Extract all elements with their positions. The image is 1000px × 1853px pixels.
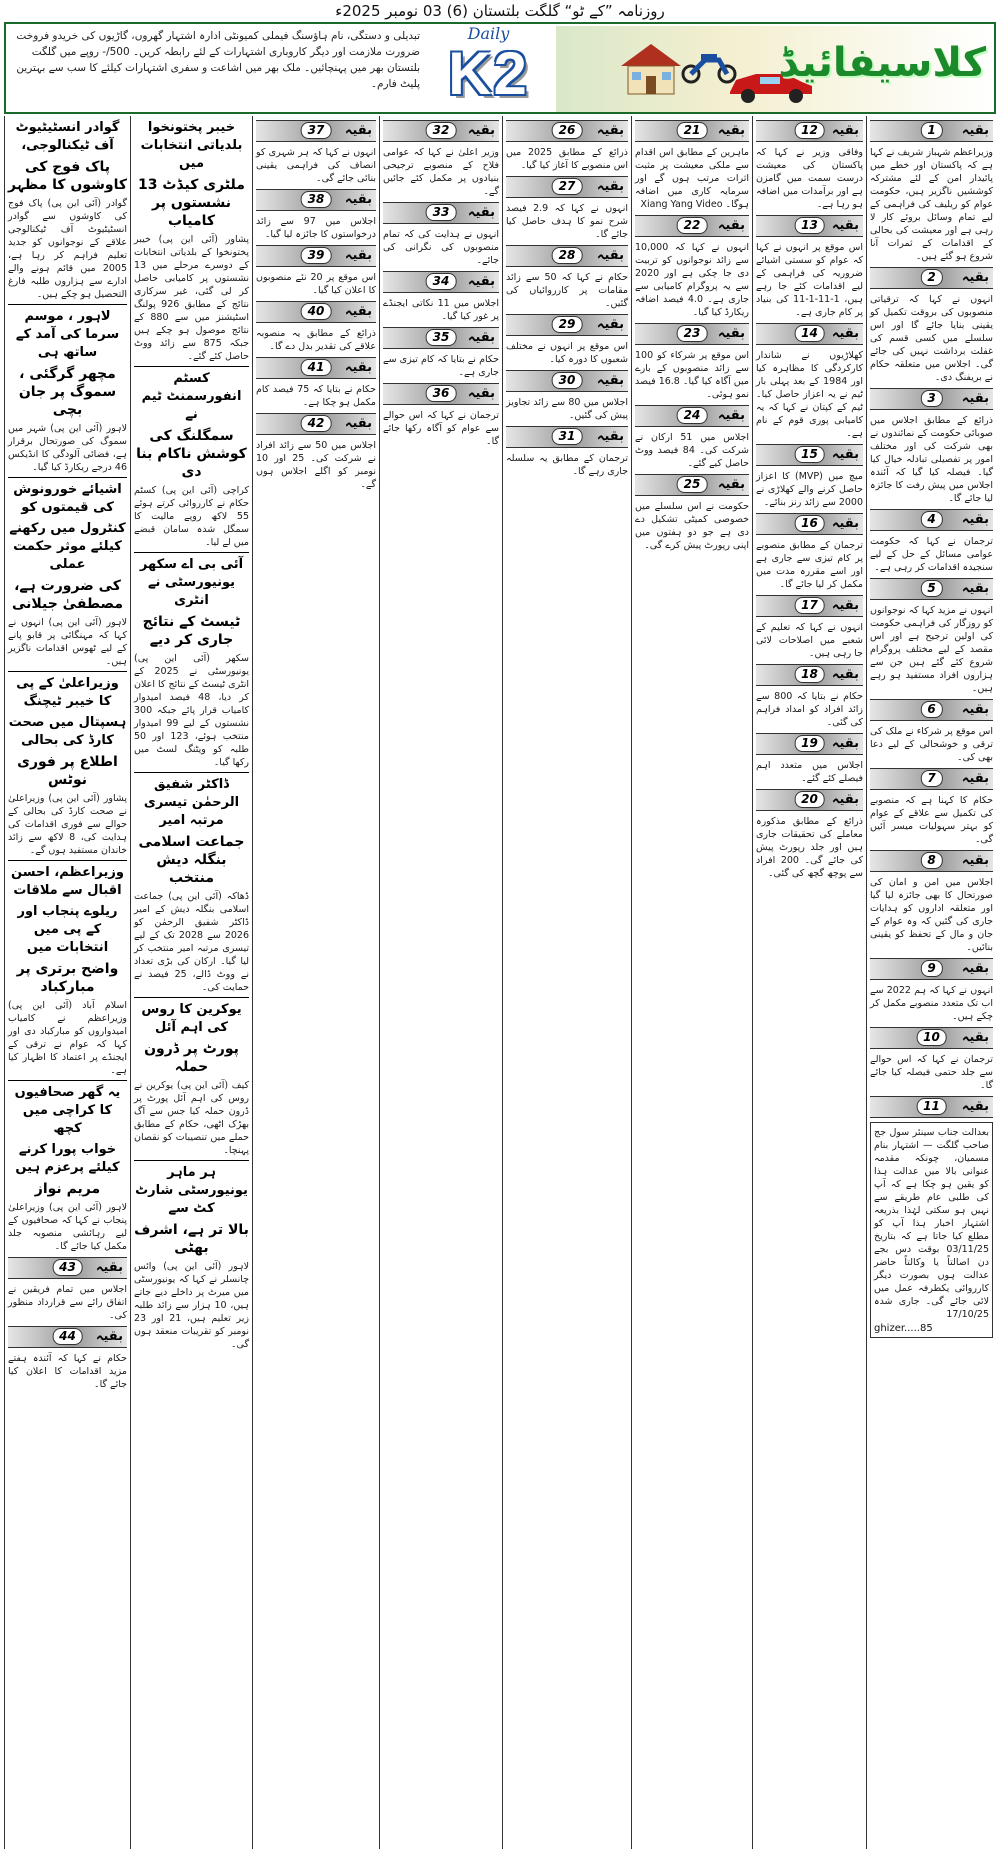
continued-bar: بقیہ 10 [870, 1027, 993, 1049]
continued-bar: بقیہ 32 [383, 120, 499, 142]
continued-number: 1 [920, 122, 942, 139]
continued-bar: بقیہ 26 [506, 120, 628, 142]
continued-number: 38 [301, 191, 332, 208]
continued-bar: بقیہ 37 [256, 120, 376, 142]
article-text: اجلاس میں تمام فریقین نے اتفاق رائے سے قرارداد منظور کی۔ [8, 1284, 127, 1321]
continued-number: 24 [677, 407, 708, 424]
article-text: اس موقع پر شرکاء نے ملک کی ترقی و خوشحالی کے لیے دعا بھی کی۔ [870, 726, 993, 763]
headline: کی ضرورت ہے، مصطفیٰ جیلانی [11, 578, 124, 612]
house-icon [616, 40, 686, 96]
article-text: حکومت نے اس سلسلے میں خصوصی کمیٹی تشکیل دے دی ہے جو دو ہفتوں میں اپنی رپورٹ پیش کرے گی۔ [635, 501, 749, 551]
continued-bar: بقیہ 18 [756, 664, 863, 686]
court-notice-ref: ghizer.....85 [874, 1323, 933, 1334]
continued-bar: بقیہ 9 [870, 958, 993, 980]
continued-bar: بقیہ 36 [383, 383, 499, 405]
court-notice [870, 1122, 993, 1338]
continued-bar: بقیہ 12 [756, 120, 863, 142]
continued-bar: بقیہ 19 [756, 733, 863, 755]
continued-number: 19 [794, 735, 825, 752]
continued-number: 11 [916, 1098, 947, 1115]
article-text: انہوں نے مزید کہا کہ نوجوانوں کو روزگار کی فراہمی حکومت کی اولین ترجیح ہے اور اس مقصد کے لیے مختلف پروگرام شروع کئے گئے ہیں جن سے ہزاروں افراد مستفید ہو رہے ہیں۔ [870, 605, 993, 694]
continued-number: 14 [794, 325, 825, 342]
continued-bar: بقیہ 27 [506, 176, 628, 198]
column-5 [379, 116, 502, 1849]
continued-bar: بقیہ 23 [635, 323, 749, 345]
article-text: لاہور (آئی این پی) وزیراعلیٰ پنجاب نے کہا کہ صحافیوں کے لیے رہائشی منصوبہ جلد مکمل کیا جائے گا۔ [8, 1202, 127, 1252]
headline: پاک فوج کی کاوشوں کا مظہر [8, 159, 127, 193]
court-notice-text: بعدالت جناب سینئر سول جج صاحب گلگت — اشتہار بنام مسمیان، چونکہ مقدمہ عنوانی بالا میں عدالت ہذا کو یقین ہو چکا ہے کہ آپ کی طلبی عام طریقے سے نہیں ہو سکتی لہٰذا بذریعہ اشتہار اخبار ہذا آپ کو مطلع کیا جاتا ہے کہ بتاریخ 03/11/25 بوقت دس بجے دن اصالتاً یا وکالتاً حاضر عدالت ہوں بصورت دیگر کارروائی یکطرفہ عمل میں لائی جائے گی۔ جاری شدہ 17/10/25 [874, 1127, 989, 1320]
continued-bar: بقیہ 11 [870, 1096, 993, 1118]
divider [134, 552, 249, 553]
divider [8, 477, 127, 478]
continued-bar: بقیہ 8 [870, 850, 993, 872]
article-text: پشاور (آئی این پی) خیبر پختونخوا کے بلدیاتی انتخابات کے دوسرے مرحلے میں 13 نشستوں پر کامیابی حاصل کر لی گئی، غیر سرکاری نتائج کے مطابق 926 پولنگ اسٹیشنز میں سے 880 کے نتائج موصول ہو چکے ہیں جبکہ 875 سے زائد ووٹ حاصل کئے گئے۔ [134, 234, 250, 362]
headline: مریم نواز [34, 1181, 101, 1197]
article-text: ذرائع کے مطابق مذکورہ معاملے کی تحقیقات جاری ہیں اور جلد رپورٹ پیش کی جائے گی۔ 200 افراد سے پوچھ گچھ کی گئی۔ [756, 816, 863, 879]
article-text: ترجمان نے کہا کہ حکومت عوامی مسائل کے حل کے لیے سنجیدہ اقدامات کر رہی ہے۔ [870, 536, 993, 573]
article-text: حکام نے بتایا کہ 75 فیصد کام مکمل ہو چکا ہے۔ [256, 384, 376, 408]
article-text: اس موقع پر شرکاء کو 100 سے زائد منصوبوں کے بارے میں آگاہ کیا گیا۔ 16.8 فیصد نمو ہوئی۔ [635, 350, 749, 400]
article-text: پشاور (آئی این پی) وزیراعلیٰ نے صحت کارڈ کی بحالی کے حوالے سے فوری اقدامات کی ہدایت کی، 8 لاکھ سے زائد خاندان مستفید ہوں گے۔ [8, 793, 127, 856]
continued-number: 7 [920, 770, 942, 787]
article-text: اس موقع پر انہوں نے کہا کہ عوام کو سستی اشیائے ضروریہ کی فراہمی کے لیے اقدامات کئے جا رہے ہیں، 1-11-1-11 کی بنیاد پر کام جاری ہے۔ [756, 242, 863, 318]
headline: ٹیسٹ کے نتائج جاری کر دیے [142, 614, 241, 648]
continued-bar: بقیہ 35 [383, 327, 499, 349]
continued-number: 22 [677, 217, 708, 234]
continued-bar: بقیہ 24 [635, 405, 749, 427]
headline: جماعت اسلامی بنگلہ دیش منتخب [138, 834, 245, 886]
continued-bar: بقیہ 29 [506, 314, 628, 336]
divider [8, 671, 127, 672]
article-text: اجلاس میں متعدد اہم فیصلے کئے گئے۔ [756, 760, 863, 784]
continued-bar: بقیہ 15 [756, 444, 863, 466]
article-text: لاہور (آئی این پی) انہوں نے کہا کہ مہنگائی پر قابو پانے کے لیے ٹھوس اقدامات ناگزیر ہیں۔ [8, 617, 127, 667]
continued-number: 39 [301, 247, 332, 264]
article-text: ڈھاکہ (آئی این پی) جماعت اسلامی بنگلہ دیش کے امیر ڈاکٹر شفیق الرحمٰن کو 2026 سے 2028 تک کے لیے تیسری مرتبہ امیر منتخب کر لیا گیا۔ ارکان کی بڑی تعداد نے ووٹ ڈالے، 25 فیصد نے حمایت کی۔ [134, 891, 250, 993]
continued-bar: بقیہ 30 [506, 370, 628, 392]
article-text: حکام نے بتایا کہ کام تیزی سے جاری ہے۔ [383, 354, 499, 378]
article-text: حکام نے بتایا کہ 800 سے زائد افراد کو امداد فراہم کی گئی۔ [756, 691, 864, 728]
continued-number: 41 [301, 359, 332, 376]
continued-number: 20 [794, 791, 825, 808]
divider [134, 772, 249, 773]
headline: ہر ماہر یونیورسٹی شارٹ کٹ سے [135, 1165, 248, 1216]
article-text: انہوں نے کہا کہ 2.9 فیصد شرح نمو کا ہدف حاصل کیا جائے گا۔ [506, 203, 628, 240]
continued-number: 26 [552, 122, 583, 139]
logo-daily: Daily [467, 24, 510, 43]
newspaper-logo [431, 26, 546, 112]
article-text: میچ میں (MVP) کا اعزاز حاصل کرنے والے کھلاڑی نے 2000 سے زائد رنز بنائے۔ [756, 471, 863, 508]
headline: اشیائے خورونوش کی قیمتوں کو [13, 482, 122, 515]
continued-number: 4 [920, 511, 942, 528]
continued-number: 6 [920, 701, 942, 718]
continued-bar: بقیہ 31 [506, 426, 628, 448]
article-text: حکام نے کہا کہ آئندہ ہفتے مزید اقدامات کا اعلان کیا جائے گا۔ [8, 1353, 127, 1390]
article-text: انہوں نے کہا کہ ترقیاتی منصوبوں کی بروقت تکمیل کو یقینی بنایا جائے گا اور اس سلسلے میں کسی قسم کی غفلت برداشت نہیں کی جائے گی۔ اجلاس میں متعلقہ حکام نے بریفنگ دی۔ [870, 294, 993, 383]
masthead-banner [4, 22, 996, 114]
article-text: اجلاس میں 51 ارکان نے شرکت کی۔ 84 فیصد ووٹ حاصل کیے گئے۔ [635, 432, 749, 469]
article-text: اجلاس میں 11 نکاتی ایجنڈے پر غور کیا گیا۔ [383, 298, 499, 322]
continued-number: 36 [426, 385, 457, 402]
continued-number: 5 [920, 580, 942, 597]
continued-number: 18 [794, 666, 825, 683]
article-text: ترجمان کے مطابق منصوبے پر کام تیزی سے جاری ہے اور اسے مقررہ مدت میں مکمل کر لیا جائے گا۔ [756, 540, 863, 590]
continued-bar: بقیہ 42 [256, 413, 376, 435]
newspaper-page [4, 116, 996, 1849]
headline: کسٹم انفورسمنٹ ٹیم نے [141, 371, 242, 422]
divider [8, 304, 127, 305]
headline: لاہور ، موسم سرما کی آمد کے ساتھ ہی [15, 309, 120, 360]
headline: آئی بی اے سکھر یونیورسٹی نے انٹری [139, 557, 244, 608]
masthead-promo-text: تبدیلی و دستگی، نام ہاؤسنگ فیملی کمیونٹی ادارہ اشتہار گھروں، گاڑیوں کی خریدو فروخت ضرورت ملازمت اور دیگر کاروباری اشتہارات کے لئے رابطہ کریں۔ 500/- روپے میں گلگت بلتستان بھر میں پہنچائیں۔ ملک بھر میں اشاعت و سفری اشتہارات کیلئے کا سب سے بہترین پلیٹ فارم۔ [16, 30, 420, 90]
article-text: انہوں نے کہا کہ ہم 2022 سے اب تک متعدد منصوبے مکمل کر چکے ہیں۔ [870, 985, 993, 1022]
continued-number: 35 [426, 329, 457, 346]
continued-number: 42 [301, 415, 332, 432]
article-text: ترجمان کے مطابق یہ سلسلہ جاری رہے گا۔ [506, 453, 628, 477]
continued-bar: بقیہ 22 [635, 215, 749, 237]
continued-number: 33 [426, 204, 457, 221]
article-text: اجلاس میں 50 سے زائد افراد نے شرکت کی۔ 25 اور 10 نومبر کو اگلے اجلاس ہوں گے۔ [256, 440, 376, 490]
headline: ریلوے پنجاب اور کے پی میں انتخابات میں [17, 904, 118, 955]
headline: مچھر گرگئی ، سموگ پر جان بچی [18, 366, 117, 418]
continued-bar: بقیہ 1 [870, 120, 993, 142]
article-text: ماہرین کے مطابق اس اقدام سے ملکی معیشت پر مثبت اثرات مرتب ہوں گے اور سرمایہ کاری میں اضافہ ہوگا۔ Xiang Yang Video [635, 147, 749, 210]
article-text: اجلاس میں 80 سے زائد تجاویز پیش کی گئیں۔ [506, 397, 628, 421]
article-text: اس موقع پر 20 نئے منصوبوں کا اعلان کیا گیا۔ [256, 272, 376, 296]
column-1 [866, 116, 996, 1849]
article-text: ذرائع کے مطابق 2025 میں اس منصوبے کا آغاز کیا گیا۔ [506, 147, 628, 171]
article-text: گوادر (آئی این پی) پاک فوج کی کاوشوں سے گوادر انسٹیٹیوٹ آف ٹیکنالوجی علاقے کے نوجوانوں کو جدید تعلیم فراہم کر رہا ہے، 2005 میں قائم ہونے والے ادارے سے ہزاروں طلبہ فارغ التحصیل ہو چکے ہیں۔ [8, 198, 127, 300]
headline: وزیراعلیٰ کے پی کا خیبر ٹیچنگ [16, 676, 119, 709]
continued-number: 16 [794, 515, 825, 532]
article-text: وزیراعظم شہباز شریف نے کہا ہے کہ پاکستان اور خطے میں پائیدار امن کے لئے مشترکہ کوششیں ناگزیر ہیں، حکومت عوام کو ریلیف کی فراہمی کے لیے تمام وسائل بروئے کار لا رہی ہے اور معیشت کی بحالی کے اقدامات کے ثمرات آنا شروع ہو گئے ہیں۔ [870, 147, 993, 262]
article-text: انہوں نے کہا کہ 10,000 سے زائد نوجوانوں کو تربیت دی جا چکی ہے اور 2020 سے یہ پروگرام کامیابی سے جاری ہے۔ 4.0 فیصد اضافہ ریکارڈ کیا گیا۔ [635, 242, 749, 318]
headline: ملٹری کیڈٹ 13 نشستوں پر کامیاب [138, 177, 245, 229]
continued-bar: بقیہ 2 [870, 267, 993, 289]
divider [134, 997, 249, 998]
continued-number: 2 [920, 269, 942, 286]
continued-bar: بقیہ 4 [870, 509, 993, 531]
article-text: ذرائع کے مطابق یہ منصوبہ علاقے کی تقدیر بدل دے گا۔ [256, 328, 376, 352]
headline: گوادر انسٹیٹیوٹ آف ٹیکنالوجی، [15, 120, 120, 153]
article-text: ذرائع کے مطابق اجلاس میں صوبائی حکومت کے نمائندوں نے بھی شرکت کی اور مختلف امور پر تفصیلی تبادلہ خیال کیا گیا۔ فیصلہ کیا گیا کہ آئندہ اجلاس میں پیش رفت کا جائزہ لیا جائے گا۔ [870, 415, 993, 504]
continued-number: 37 [301, 122, 332, 139]
article-text: اجلاس میں 97 سے زائد درخواستوں کا جائزہ لیا گیا۔ [256, 216, 376, 240]
column-8 [4, 116, 130, 1849]
divider [8, 860, 127, 861]
continued-number: 27 [552, 178, 583, 195]
headline: پورٹ پر ڈرون حملہ [144, 1041, 239, 1075]
continued-bar: بقیہ 28 [506, 245, 628, 267]
continued-number: 23 [677, 325, 708, 342]
continued-bar: بقیہ 33 [383, 202, 499, 224]
continued-number: 17 [794, 597, 825, 614]
continued-bar: بقیہ 38 [256, 189, 376, 211]
continued-bar: بقیہ 20 [756, 789, 863, 811]
article-text: کھلاڑیوں نے شاندار کارکردگی کا مظاہرہ کیا اور 1984 کے بعد پہلی بار ٹیم نے یہ اعزاز حاصل کیا۔ ٹیم کے کپتان نے کہا کہ یہ کامیابی پوری قوم کے نام ہے۔ [756, 350, 863, 439]
continued-bar: بقیہ 13 [756, 215, 863, 237]
headline: ہسپتال میں صحت کارڈ کی بحالی [8, 715, 127, 748]
article-text: حکام کا کہنا ہے کہ منصوبے کی تکمیل سے علاقے کے عوام کو بہتر سہولیات میسر آئیں گی۔ [870, 795, 993, 845]
divider [134, 366, 249, 367]
continued-bar: بقیہ 44 [8, 1326, 127, 1348]
headline: ڈاکٹر شفیق الرحمٰن تیسری مرتبہ امیر [143, 777, 240, 828]
headline: اطلاع پر فوری نوٹس [17, 754, 118, 788]
headline: خواب پورا کرنے کیلئے پرعزم ہیں [15, 1142, 120, 1175]
classified-title: کلاسیفائیڈ [778, 40, 986, 86]
article-text: اسلام آباد (آئی این پی) وزیراعظم نے کامیاب امیدواروں کو مبارکباد دی اور کہا کہ عوام نے ترقی کے ایجنڈے پر اعتماد کا اظہار کیا ہے۔ [8, 1000, 127, 1076]
column-3 [631, 116, 752, 1849]
continued-number: 40 [301, 303, 332, 320]
continued-number: 34 [426, 273, 457, 290]
continued-bar: بقیہ 14 [756, 323, 863, 345]
continued-number: 25 [677, 476, 708, 493]
continued-number: 29 [552, 316, 583, 333]
article-text: ترجمان نے کہا کہ اس حوالے سے جلد حتمی فیصلہ کیا جائے گا۔ [870, 1054, 993, 1091]
continued-bar: بقیہ 16 [756, 513, 863, 535]
article-text: سکھر (آئی این پی) یونیورسٹی نے 2025 کے انٹری ٹیسٹ کے نتائج کا اعلان کر دیا، 48 فیصد امیدوار کامیاب قرار پائے جبکہ 300 نشستوں کے لیے 99 امیدوار منتخب ہوئے، 123 اور 50 طلبہ کو ویٹنگ لسٹ میں رکھا گیا۔ [134, 653, 250, 768]
column-7 [130, 116, 252, 1849]
continued-number: 9 [920, 960, 942, 977]
continued-number: 31 [552, 428, 583, 445]
article-text: وفاقی وزیر نے کہا کہ پاکستان کی معیشت درست سمت میں گامزن ہے اور برآمدات میں اضافہ ہو رہا ہے۔ [756, 147, 863, 210]
continued-number: 10 [916, 1029, 947, 1046]
headline: کنٹرول میں رکھنے کیلئے موثر حکمت عملی [9, 521, 126, 572]
article-text: کیف (آئی این پی) یوکرین نے روس کی اہم آئل پورٹ پر ڈرون حملہ کیا جس سے آگ بھڑک اٹھی، حکام کے مطابق حملے میں تنصیبات کو نقصان پہنچا۔ [134, 1080, 249, 1156]
article-text: اس موقع پر انہوں نے مختلف شعبوں کا دورہ کیا۔ [506, 341, 628, 365]
continued-bar: بقیہ 17 [756, 595, 863, 617]
continued-bar: بقیہ 7 [870, 768, 993, 790]
continued-bar: بقیہ 5 [870, 578, 993, 600]
continued-bar: بقیہ 21 [635, 120, 749, 142]
continued-number: 8 [920, 852, 942, 869]
headline: بالا تر ہے، اشرف بھٹی [134, 1222, 249, 1256]
continued-bar: بقیہ 25 [635, 474, 749, 496]
continued-number: 43 [52, 1259, 83, 1276]
headline: سمگلنگ کی کوشش ناکام بنا دی [136, 428, 247, 480]
article-text: ترجمان نے کہا کہ اس حوالے سے عوام کو آگاہ رکھا جائے گا۔ [383, 410, 499, 447]
continued-bar: بقیہ 40 [256, 301, 376, 323]
continued-number: 44 [52, 1328, 83, 1345]
continued-number: 15 [794, 446, 825, 463]
continued-number: 12 [794, 122, 825, 139]
continued-bar: بقیہ 3 [870, 388, 993, 410]
article-text: اجلاس میں امن و امان کی صورتحال کا بھی جائزہ لیا گیا اور متعلقہ اداروں کو ہدایات جاری کی گئیں کہ وہ عوام کے جان و مال کے تحفظ کو یقینی بنائیں۔ [870, 877, 993, 953]
article-text: وزیر اعلیٰ نے کہا کہ عوامی فلاح کے منصوبے ترجیحی بنیادوں پر مکمل کئے جائیں گے۔ [383, 147, 499, 197]
continued-bar: بقیہ 41 [256, 357, 376, 379]
headline: خیبر پختونخوا بلدیاتی انتخابات میں [140, 120, 243, 171]
column-2 [752, 116, 866, 1849]
continued-number: 32 [426, 122, 457, 139]
article-text: لاہور (آئی این پی) شہر میں سموگ کی صورتحال برقرار ہے، فضائی آلودگی کا انڈیکس 46 درجے ریکارڈ کیا گیا۔ [8, 423, 127, 473]
column-4 [502, 116, 631, 1849]
article-text: حکام نے کہا کہ 50 سے زائد مقامات پر کارروائیاں کی گئیں۔ [506, 272, 628, 309]
column-6 [252, 116, 379, 1849]
classified-artwork [556, 26, 994, 112]
article-text: انہوں نے ہدایت کی کہ تمام منصوبوں کی نگرانی کی جائے۔ [383, 229, 499, 266]
continued-bar: بقیہ 39 [256, 245, 376, 267]
continued-number: 21 [677, 122, 708, 139]
continued-number: 30 [552, 372, 583, 389]
headline: یہ گھر صحافیوں کا کراچی میں کچھ [14, 1085, 121, 1136]
continued-bar: بقیہ 34 [383, 271, 499, 293]
headline: وزیراعظم، احسن اقبال سے ملاقات [11, 865, 124, 898]
divider [8, 1080, 127, 1081]
headline: یوکرین کا روس کی اہم آئل [141, 1002, 242, 1035]
article-text: کراچی (آئی این پی) کسٹم حکام نے کارروائی کرتے ہوئے 55 لاکھ روپے مالیت کا سمگل شدہ سامان قبضے میں لے لیا۔ [134, 485, 249, 548]
divider [134, 1160, 249, 1161]
dateline: روزنامہ ”کے ٹو“ گلگت بلتستان (6) 03 نومبر 2025ء [335, 2, 665, 20]
continued-number: 3 [920, 390, 942, 407]
headline: واضح برتری پر مبارکباد [16, 961, 119, 995]
continued-number: 28 [552, 247, 583, 264]
continued-bar: بقیہ 43 [8, 1257, 127, 1279]
logo-k2: K2 [448, 40, 529, 107]
continued-bar: بقیہ 6 [870, 699, 993, 721]
continued-number: 13 [794, 217, 825, 234]
article-text: انہوں نے کہا کہ تعلیم کے شعبے میں اصلاحات لائی جا رہی ہیں۔ [756, 622, 863, 659]
article-text: لاہور (آئی این پی) وائس چانسلر نے کہا کہ یونیورسٹی میں میرٹ پر داخلے دیے جاتے ہیں، 10 ہزار سے زائد طلبہ زیر تعلیم ہیں، 21 اور 23 نومبر کو تقریبات منعقد ہوں گی۔ [134, 1261, 249, 1350]
article-text: انہوں نے کہا کہ ہر شہری کو انصاف کی فراہمی یقینی بنائی جائے گی۔ [256, 147, 376, 184]
